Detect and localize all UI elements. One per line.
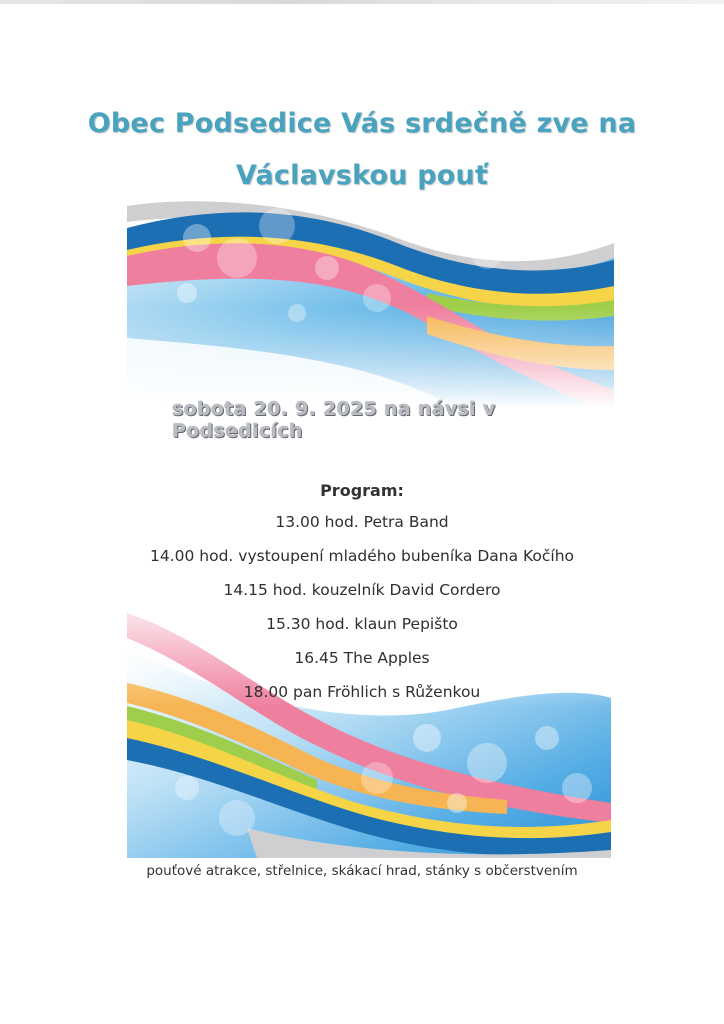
program-item: 18.00 pan Fröhlich s Růženkou [243,683,481,701]
title-line-1: Obec Podsedice Vás srdečně zve na [87,108,637,139]
event-date-place: sobota 20. 9. 2025 na návsi v Podsedicích [172,398,496,442]
footer-note: pouťové atrakce, střelnice, skákací hrad, stánky s občerstvením [146,863,578,879]
program-item: 14.00 hod. vystoupení mladého bubeníka Dana Kočího [149,547,575,565]
title-line-2: Václavskou pouť [235,160,489,191]
top-wave-banner [127,198,614,408]
program-item: 15.30 hod. klaun Pepišto [266,615,458,633]
program-item: 16.45 The Apples [294,649,430,667]
program-item: 14.15 hod. kouzelník David Cordero [223,581,501,599]
program-heading: Program: [320,481,404,500]
program-item: 13.00 hod. Petra Band [275,513,449,531]
scan-edge [0,0,724,4]
